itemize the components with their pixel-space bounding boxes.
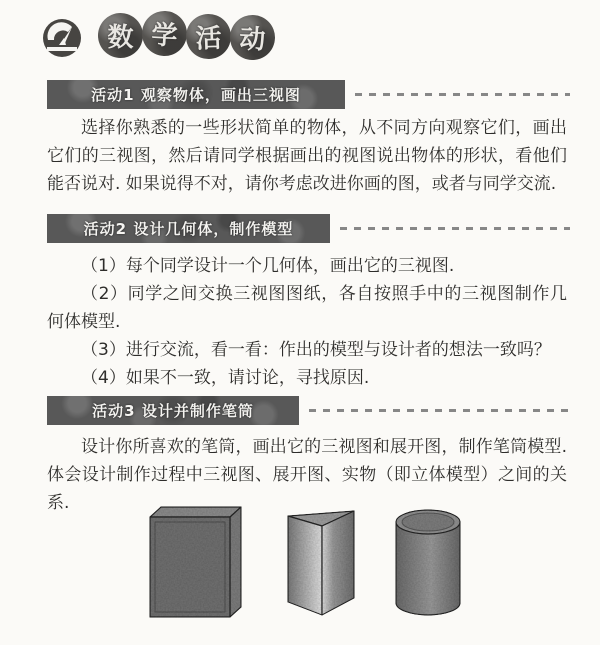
title-badge-4 (229, 14, 276, 61)
triangular-prism-figure (288, 511, 354, 615)
page-header (42, 13, 274, 58)
badge-char: 活 (195, 23, 223, 55)
activity1-banner: 活动1 观察物体，画出三视图 (47, 80, 345, 109)
activity1-banner-row (47, 80, 570, 109)
numbered-item-2: （2）同学之间交换三视图图纸，各自按照手中的三视图制作几何体模型. (47, 284, 567, 332)
dashed-rule (355, 93, 570, 96)
page-title-badges (98, 13, 274, 58)
activity3-banner: 活动3 设计并制作笔筒 (47, 396, 299, 425)
cylinder-figure (396, 510, 460, 615)
paragraph: 设计你所喜欢的笔筒，画出它的三视图和展开图，制作笔筒模型. 体会设计制作过程中三视图、展开图、实物（即立体模型）之间的关系. (47, 437, 567, 513)
solid-figures (148, 503, 468, 623)
title-badge-2 (141, 10, 188, 57)
dashed-rule (309, 409, 570, 412)
activity3-banner-row (47, 396, 570, 425)
compass-protractor-icon (42, 18, 82, 58)
cuboid-figure (150, 507, 241, 617)
badge-char: 学 (150, 20, 179, 52)
badge-char: 动 (238, 24, 266, 56)
activity2-banner-row (47, 214, 570, 243)
activity2-banner: 活动2 设计几何体，制作模型 (47, 214, 330, 243)
title-badge-3 (185, 13, 232, 60)
title-badge-1 (98, 13, 143, 58)
paragraph: 选择你熟悉的一些形状简单的物体，从不同方向观察它们，画出它们的三视图，然后请同学根据画出的视图说出物体的形状，看他们能否说对. 如果说得不对，请你考虑改进你画的图，或者与同学交流. (47, 118, 567, 194)
activity2-item-list (47, 252, 567, 392)
badge-char: 数 (107, 23, 134, 53)
numbered-item-4: （4）如果不一致，请讨论，寻找原因. (81, 368, 370, 388)
numbered-item-1: （1）每个同学设计一个几何体，画出它的三视图. (81, 256, 455, 276)
dashed-rule (340, 227, 570, 230)
numbered-item-3: （3）进行交流，看一看：作出的模型与设计者的想法一致吗？ (81, 340, 551, 360)
activity1-paragraph (47, 114, 567, 198)
